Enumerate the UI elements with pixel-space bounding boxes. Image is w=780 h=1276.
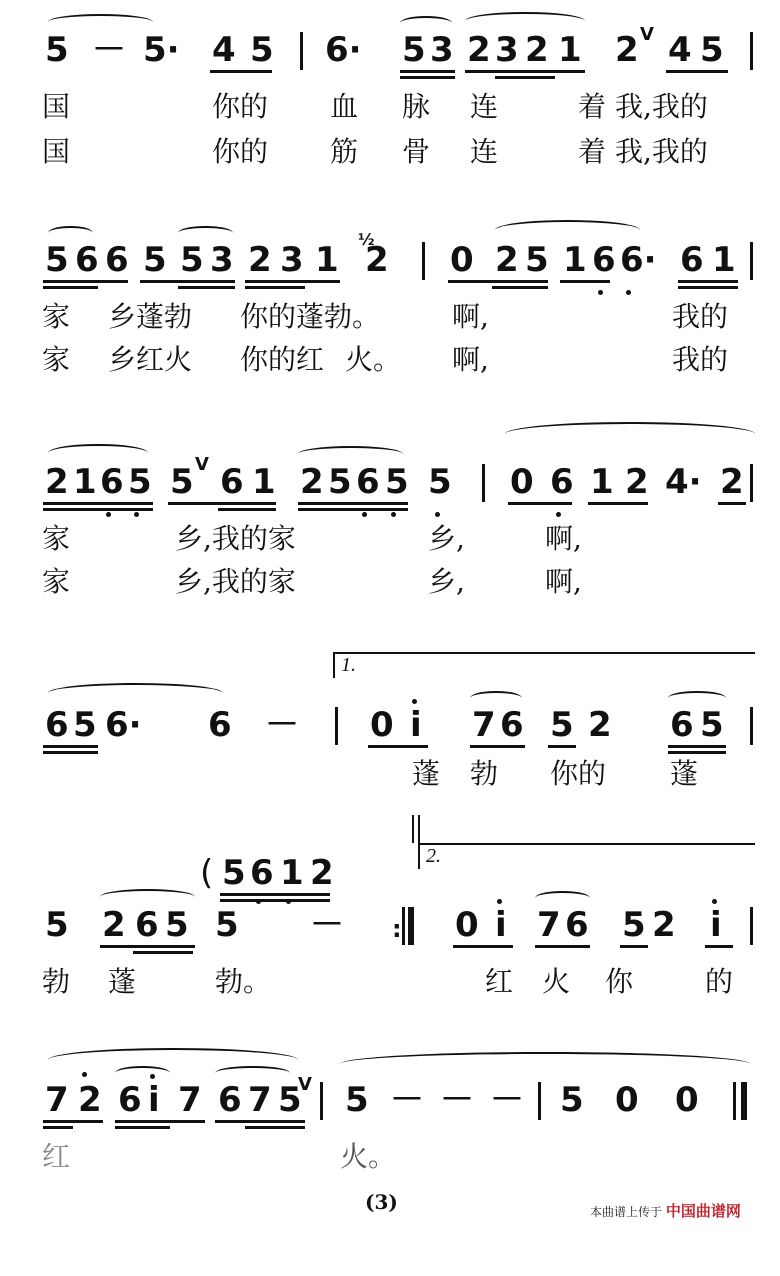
lyrics-line-1b: 国 你的 筋 骨 连 着 我,我的: [42, 135, 708, 168]
notation-line-6: 7 2 6 i 7 6 7 5 V 5 － － － 5 0 0: [40, 1080, 760, 1140]
notation-line-3: 2 1 6 5 5 V 6 1 2 5 6 5 5 0 6 1 2 4· 2: [40, 462, 760, 522]
site-logo: 中国曲谱网: [665, 1202, 741, 1220]
lyrics-line-6: 红 火。: [42, 1140, 397, 1173]
notation-line-1: 5 － 5· 4 5 6· 5 3 2 3 2 1 2 V 4 5: [40, 30, 760, 90]
lyrics-line-1a: 国 你的 血 脉 连 着 我,我的: [42, 90, 708, 123]
page-number: (3): [365, 1190, 398, 1214]
notation-line-2: 5 6 6 5 5 3 2 3 1 ½ 2 0 2 5 1 6 6· 6 1: [40, 240, 760, 300]
lyrics-line-4: 蓬 勃 你的 蓬: [412, 757, 699, 790]
lyrics-line-3a: 家 乡,我的家 乡, 啊,: [42, 522, 582, 555]
lyrics-line-5: 勃 蓬 勃。 红 火 你 的: [42, 965, 734, 998]
volta-1: 1.: [333, 652, 755, 678]
volta-2: 2.: [418, 843, 755, 869]
notation-line-5: ( 5 6 1 2 5 2 6 5 5 － : 0 i 7 6 5 2 i: [40, 905, 760, 965]
lyrics-line-2b: 家 乡红火 你的红 火。 啊, 我的: [42, 343, 729, 376]
credit-text: 本曲谱上传于: [590, 1205, 663, 1219]
notation-line-4: 6 5 6· 6 － 0 i 7 6 5 2 6 5: [40, 705, 760, 765]
lyrics-line-3b: 家 乡,我的家 乡, 啊,: [42, 565, 582, 598]
lyrics-line-2a: 家 乡蓬勃 你的蓬勃。 啊, 我的: [42, 300, 729, 333]
upload-credit: [590, 1200, 741, 1221]
